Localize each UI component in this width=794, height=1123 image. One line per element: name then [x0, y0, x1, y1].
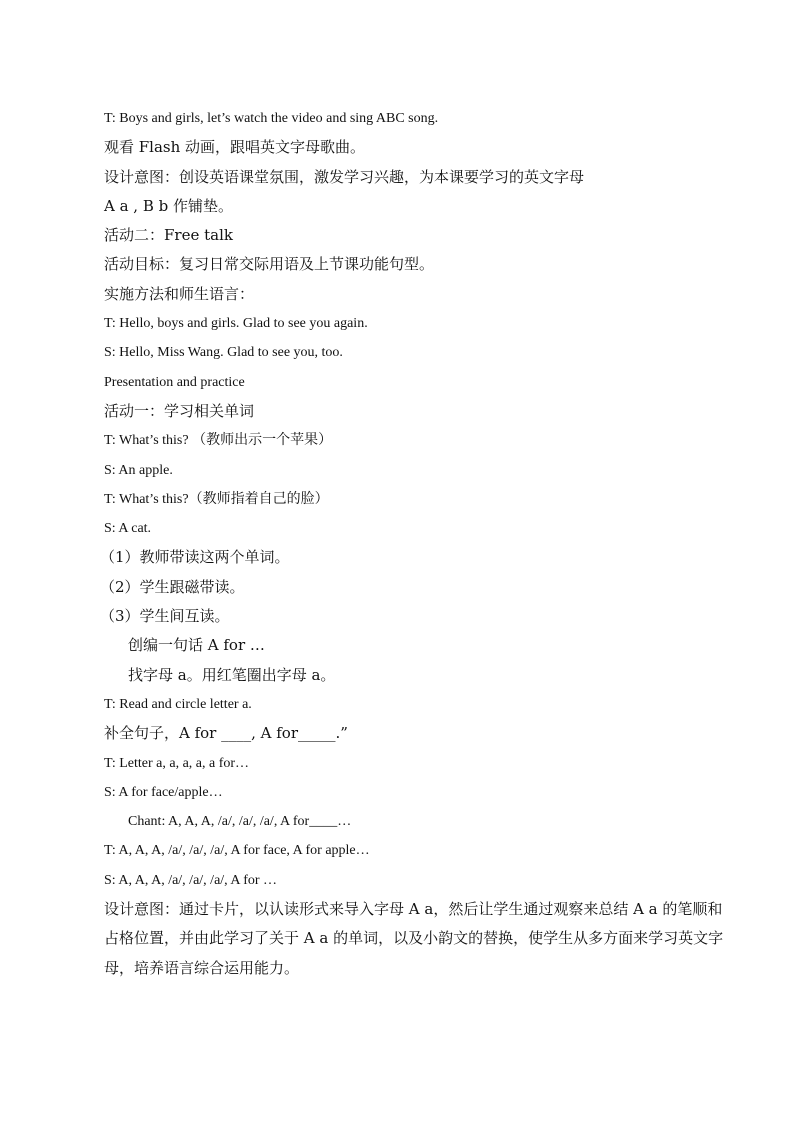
line-student-cat: S: A cat. [104, 521, 152, 537]
line-watch-flash: 观看 Flash 动画，跟唱英文字母歌曲。 [104, 138, 366, 157]
line-chant: Chant: A, A, A, /a/, /a/, /a/, A for____… [128, 814, 352, 830]
line-step-1: （1）教师带读这两个单词。 [100, 548, 290, 567]
paragraph-design-intent-2: 设计意图：通过卡片，以认读形式来导入字母 A a，然后让学生通过观察来总结 A a 的笔顺和占格位置，并由此学习了关于 A a 的单词，以及小韵文的替换，使学生从多方面来学习英文字母，培养语言综合运用能力。 [104, 900, 724, 977]
line-activity-one: 活动一：学习相关单词 [104, 401, 255, 420]
line-teacher-hello: T: Hello, boys and girls. Glad to see you again. [104, 316, 368, 332]
line-student-face-apple: S: A for face/apple… [104, 784, 223, 800]
document-body [100, 104, 724, 983]
line-student-apple: S: An apple. [104, 462, 173, 478]
line-teacher-letter: T: Letter a, a, a, a, a for… [104, 755, 250, 771]
line-teacher-whats-this-2: T: What’s this?（教师指着自己的脸） [104, 491, 329, 507]
line-presentation-heading: Presentation and practice [104, 374, 245, 390]
line-step-2: （2）学生跟磁带读。 [100, 577, 245, 596]
line-create-sentence: 创编一句话 A for … [128, 636, 265, 655]
line-activity-two: 活动二：Free talk [104, 226, 233, 245]
line-teacher-read-circle: T: Read and circle letter a. [104, 696, 252, 712]
line-teacher-whats-this-1: T: What’s this? （教师出示一个苹果） [104, 433, 333, 449]
line-activity-goal: 活动目标：复习日常交际用语及上节课功能句型。 [104, 255, 435, 274]
line-design-intent-1: 设计意图：创设英语课堂氛围，激发学习兴趣，为本课要学习的英文字母 [104, 167, 585, 186]
line-design-intent-1-cont: A a , B b 作铺垫。 [104, 196, 234, 215]
line-student-hello: S: Hello, Miss Wang. Glad to see you, too. [104, 345, 343, 361]
line-complete-sentence: 补全句子，A for ____, A for_____.” [104, 724, 348, 743]
line-student-chant: S: A, A, A, /a/, /a/, /a/, A for … [104, 872, 278, 888]
line-find-letter: 找字母 a。用红笔圈出字母 a。 [128, 665, 336, 684]
line-teacher-chant: T: A, A, A, /a/, /a/, /a/, A for face, A for apple… [104, 843, 370, 859]
line-step-3: （3）学生间互读。 [100, 607, 230, 626]
line-method-heading: 实施方法和师生语言： [104, 284, 255, 303]
line-teacher-video: T: Boys and girls, let’s watch the video and sing ABC song. [104, 111, 439, 126]
